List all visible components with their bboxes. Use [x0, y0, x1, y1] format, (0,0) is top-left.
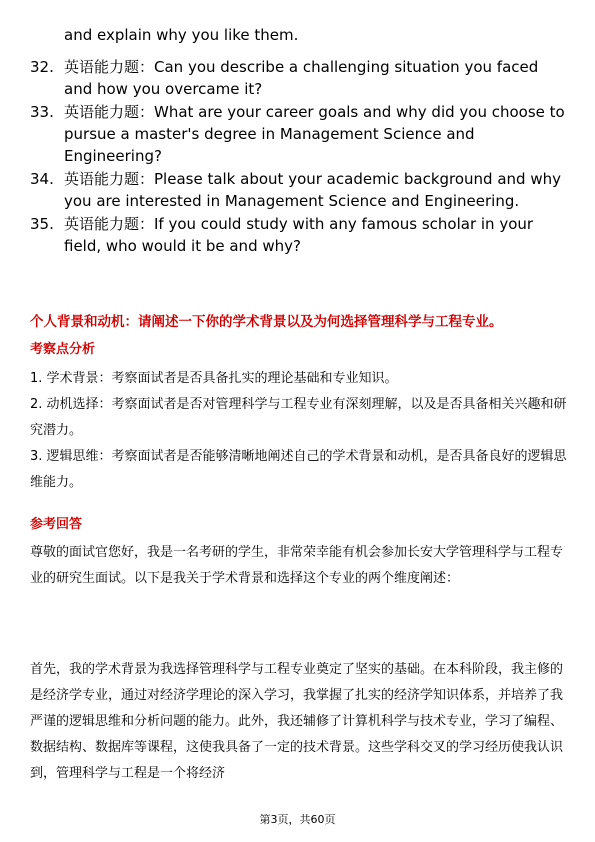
question-number: 32. [30, 58, 54, 76]
question-number: 33. [30, 103, 54, 121]
question-continuation: and explain why you like them. [64, 26, 299, 44]
question-text: 英语能力题：If you could study with any famous scholar in your field, who would it be and why? [64, 215, 534, 255]
question-item [30, 101, 565, 167]
analysis-item: 1. 学术背景：考察面试者是否具备扎实的理论基础和专业知识。 [30, 371, 398, 386]
question-number: 35. [30, 215, 54, 233]
question-item [30, 213, 565, 257]
question-text: 英语能力题：Please talk about your academic background and why you are interested in Management Science and Engineering. [64, 170, 561, 210]
question-item [30, 168, 565, 212]
reference-intro: 尊敬的面试官您好，我是一名考研的学生，非常荣幸能有机会参加长安大学管理科学与工程专业的研究生面试。以下是我关于学术背景和选择这个专业的两个维度阐述： [30, 545, 564, 586]
question-text: 英语能力题：Can you describe a challenging situation you faced and how you overcame it? [64, 58, 539, 98]
page-footer: 第3页，共60页 [259, 813, 336, 826]
question-text: 英语能力题：What are your career goals and why did you choose to pursue a master's degree in Management Science and Engineering? [64, 103, 565, 165]
analysis-heading: 考察点分析 [30, 342, 96, 357]
analysis-item: 2. 动机选择：考察面试者是否对管理科学与工程专业有深刻理解，以及是否具备相关兴趣和研究潜力。 [30, 397, 567, 438]
section-title: 个人背景和动机：请阐述一下你的学术背景以及为何选择管理科学与工程专业。 [30, 314, 503, 330]
analysis-item: 3. 逻辑思维：考察面试者是否能够清晰地阐述自己的学术背景和动机，是否具备良好的逻辑思维能力。 [30, 449, 567, 490]
analysis-list [30, 366, 570, 496]
question-item [30, 56, 565, 100]
reference-body: 首先，我的学术背景为我选择管理科学与工程专业奠定了坚实的基础。在本科阶段，我主修的是经济学专业，通过对经济学理论的深入学习，我掌握了扎实的经济学知识体系，并培养了我严谨的逻辑思维和分析问题的能力。此外，我还辅修了计算机科学与技术专业，学习了编程、数据结构、数据库等课程，这使我具备了一定的技术背景。这些学科交叉的学习经历使我认识到，管理科学与工程是一个将经济 [30, 662, 564, 781]
reference-heading: 参考回答 [30, 517, 83, 532]
question-list [30, 56, 565, 258]
question-number: 34. [30, 170, 54, 188]
